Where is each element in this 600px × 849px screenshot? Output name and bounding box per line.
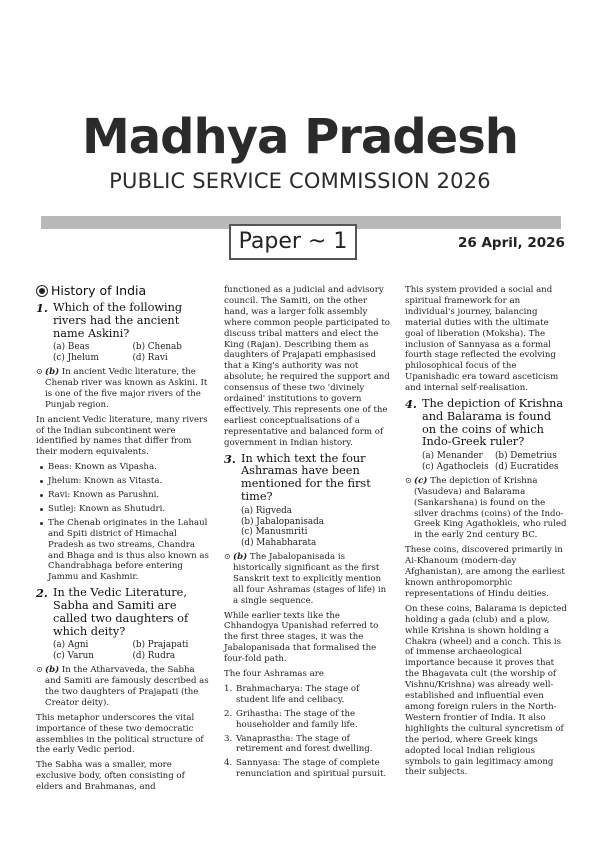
answer-tag: (b): [45, 665, 60, 676]
question-text: Which of the following rivers had the ancient name Askini?: [53, 301, 183, 340]
answer-arrow-icon: ⊙: [36, 366, 43, 376]
option: (a) Beas: [53, 342, 90, 353]
list-item: [224, 733, 394, 756]
river-names-list: [36, 462, 212, 583]
section-heading: [36, 282, 212, 298]
option: (d) Eucratides: [495, 462, 559, 473]
explanation-paragraph: functioned as a judicial and advisory council. The Samiti, on the other hand, was a larger folk assembly where common people participated to discuss tribal matters and elect the King (Rajan). Describing them as daughters of Prajapati emphasised that a King's authority was not absolute; he required the support and consensus of these two 'divinely ordained' institutions to govern effectively. This represents one of the earliest conceptualisations of a representative and balanced form of government in Indian history.: [224, 285, 390, 448]
question-number: 3.: [224, 451, 236, 466]
column-2: [224, 285, 394, 783]
option: (c) Jhelum: [53, 353, 99, 364]
bullet-circle-icon: [36, 285, 48, 297]
option: (b) Prajapati: [132, 640, 189, 651]
list-number: 3.: [224, 733, 233, 744]
question-4-options: [405, 451, 568, 473]
list-text: Brahmacharya: The stage of student life and celibacy.: [236, 683, 360, 705]
list-text: Vanaprastha: The stage of retirement and forest dwelling.: [236, 733, 373, 755]
option: (c) Varun: [53, 651, 94, 662]
list-item: Sutlej: Known as Shutudri.: [48, 504, 212, 515]
explanation-paragraph: While earlier texts like the Chhandogya Upanishad referred to the first three stages, it was the Jabalopanisada that formalised the four-fold path.: [224, 610, 379, 665]
answer-4: [405, 476, 568, 541]
list-text: Grihastha: The stage of the householder and family life.: [236, 708, 358, 730]
exam-date: 26 April, 2026: [458, 235, 565, 251]
answer-arrow-icon: ⊙: [36, 665, 43, 675]
page-subtitle: PUBLIC SERVICE COMMISSION 2026: [109, 169, 491, 193]
option: (b) Demetrius: [495, 451, 557, 462]
list-number: 4.: [224, 758, 233, 769]
question-text: In the Vedic Literature, Sabha and Samiti are called two daughters of which deity?: [53, 586, 189, 638]
question-text: The depiction of Krishna and Balarama is found on the coins of which Indo-Greek ruler?: [422, 397, 564, 449]
list-item: Ravi: Known as Parushni.: [48, 490, 212, 501]
option: (c) Manusmriti: [241, 527, 308, 538]
answer-tag: (b): [233, 551, 248, 562]
page-title: Madhya Pradesh: [82, 109, 518, 165]
question-2: [36, 587, 212, 638]
option: (a) Agni: [53, 640, 89, 651]
question-3: [224, 453, 394, 504]
option: (a) Menander: [422, 451, 483, 462]
answer-arrow-icon: ⊙: [224, 551, 231, 561]
list-item: [224, 758, 394, 780]
paper-label: Paper ~ 1: [229, 224, 357, 260]
option: (b) Chenab: [132, 342, 182, 353]
list-item: Beas: Known as Vipasha.: [48, 462, 212, 473]
list-item: [224, 708, 394, 731]
answer-1: [36, 367, 212, 411]
explanation-paragraph: On these coins, Balarama is depicted holding a gada (club) and a plow, while Krishna is shown holding a Chakra (wheel) and a conch. This is of immense archaeological importance because it proves that the Bhagavata cult (the worship of Vishnu/Krishna) was already well-established and influential even among foreign rulers in the North-Western frontier of India. It also highlights the cultural syncretism of the period, where Greek kings adopted local Indian religious symbols to gain legitimacy among their subjects.: [405, 603, 567, 778]
answer-text: In the Atharvaveda, the Sabha and Samiti are famously described as the two daughters of Prajapati (the Creator deity).: [45, 665, 209, 708]
question-number: 2.: [36, 586, 48, 601]
list-number: 2.: [224, 708, 233, 719]
option: (a) Rigveda: [241, 505, 293, 516]
explanation-paragraph: This metaphor underscores the vital importance of these two democratic assemblies in the political structure of the early Vedic period.: [36, 712, 204, 756]
question-4: [405, 398, 568, 449]
answer-3: [224, 552, 394, 607]
list-item: [224, 683, 394, 706]
answer-text: The Jabalopanisada is historically significant as the first Sanskrit text to explicitly mention all four Ashramas (stages of life) in a single sequence.: [233, 551, 387, 606]
question-1-options: [36, 342, 212, 364]
answer-text: In ancient Vedic literature, the Chenab river was known as Askini. It is one of the five major rivers of the Punjab region.: [45, 366, 208, 410]
section-title: History of India: [51, 282, 147, 298]
column-1: [36, 282, 212, 797]
list-number: 1.: [224, 683, 233, 694]
explanation-paragraph: These coins, discovered primarily in Ai-Khanoum (modern-day Afghanistan), are among the earliest known anthropomorphic representations of Hindu deities.: [405, 545, 565, 599]
option: (c) Agathocleis: [422, 462, 489, 473]
option: (b) Jabalopanisada: [241, 516, 325, 527]
explanation-paragraph: In ancient Vedic literature, many rivers of the Indian subcontinent were identified by names that differ from their modern equivalents.: [36, 414, 208, 458]
question-3-options: [224, 506, 394, 549]
question-1: [36, 302, 212, 340]
question-number: 4.: [405, 397, 417, 412]
explanation-paragraph: This system provided a social and spiritual framework for an individual's journey, balancing material duties with the ultimate goal of liberation (Moksha). The inclusion of Sannyasa as a formal fourth stage reflected the evolving philosophical focus of the Upanishadic era toward asceticism and internal self-realisation.: [405, 285, 559, 394]
answer-tag: (c): [414, 475, 428, 486]
list-text: Sannyasa: The stage of complete renunciation and spiritual pursuit.: [236, 758, 387, 780]
answer-arrow-icon: ⊙: [405, 475, 412, 485]
explanation-paragraph: The four Ashramas are: [224, 669, 324, 680]
list-item: The Chenab originates in the Lahaul and Spiti district of Himachal Pradesh as two streams, Chandra and Bhaga and is thus also known as Chandrabhaga before entering Jammu and Kashmir.: [48, 518, 212, 583]
ashramas-list: [224, 684, 394, 780]
question-text: In which text the four Ashramas have been mentioned for the first time?: [241, 451, 371, 503]
column-3: [405, 285, 568, 782]
option: (d) Mahabharata: [241, 538, 317, 549]
option: (d) Ravi: [132, 353, 168, 364]
explanation-paragraph: The Sabha was a smaller, more exclusive body, often consisting of elders and Brahmanas, and: [36, 760, 185, 793]
option: (d) Rudra: [132, 651, 176, 662]
answer-tag: (b): [45, 366, 60, 377]
answer-text: The depiction of Krishna (Vasudeva) and Balarama (Sankarshana) is found on the silver drachms (coins) of the Indo-Greek King Agathokleis, who ruled in the early 2nd century BC.: [414, 475, 567, 541]
question-2-options: [36, 640, 212, 662]
answer-2: [36, 665, 212, 709]
question-number: 1.: [36, 301, 48, 315]
list-item: Jhelum: Known as Vitasta.: [48, 476, 212, 487]
